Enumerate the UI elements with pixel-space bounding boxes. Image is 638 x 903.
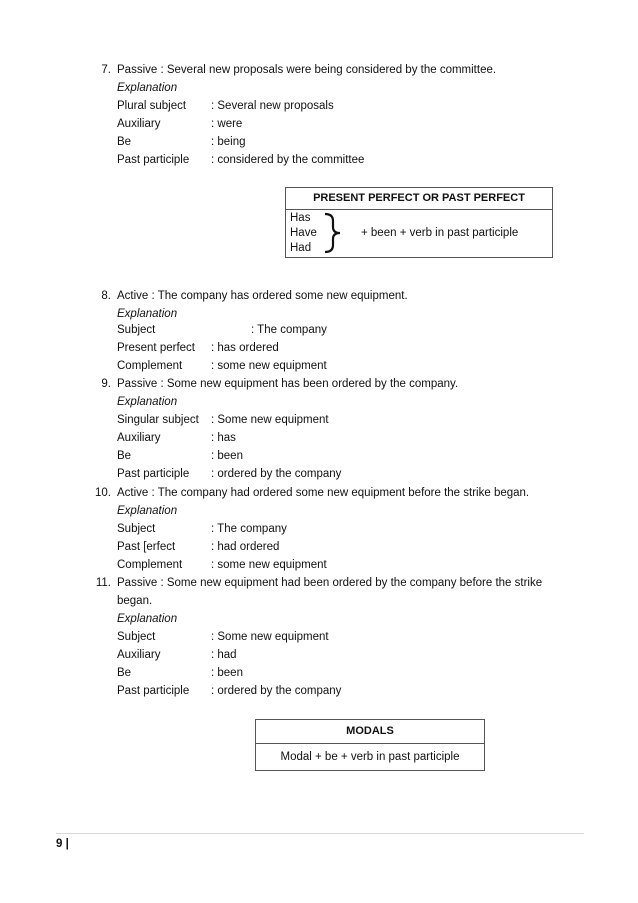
item-7-number: 7. xyxy=(101,64,111,76)
item-7-value-be: : being xyxy=(211,136,246,148)
item-9-sentence: Passive : Some new equipment has been ordered by the company. xyxy=(117,378,459,390)
item-9-value-singular-subject: : Some new equipment xyxy=(211,414,329,426)
item-8-value-present-perfect: : has ordered xyxy=(211,342,279,354)
item-8-label-complement: Complement xyxy=(117,360,183,372)
item-11-label-past-participle: Past participle xyxy=(117,685,190,697)
item-11-label-subject: Subject xyxy=(117,631,156,643)
item-9-label-be: Be xyxy=(117,450,132,462)
item-9-label-singular-subject: Singular subject xyxy=(117,414,199,426)
perfect-verb-have: Have xyxy=(290,227,317,239)
item-10-explanation-heading: Explanation xyxy=(117,505,178,517)
item-7-sentence: Passive : Several new proposals were being considered by the committee. xyxy=(117,64,497,76)
item-7-value-past-participle: : considered by the committee xyxy=(211,154,365,166)
page-number: 9 | xyxy=(56,838,69,850)
item-11-sentence-continued: began. xyxy=(117,595,153,607)
item-11-label-be: Be xyxy=(117,667,132,679)
item-10-value-complement: : some new equipment xyxy=(211,559,327,571)
item-11-value-subject: : Some new equipment xyxy=(211,631,329,643)
item-10-sentence: Active : The company had ordered some new equipment before the strike began. xyxy=(117,487,530,499)
item-8-explanation-heading: Explanation xyxy=(117,308,178,320)
modals-box xyxy=(255,719,485,771)
item-11-number: 11. xyxy=(95,577,111,589)
item-9-label-past-participle: Past participle xyxy=(117,468,190,480)
item-8-label-subject: Subject xyxy=(117,324,156,336)
item-9-value-be: : been xyxy=(211,450,243,462)
item-7-label-be: Be xyxy=(117,136,132,148)
item-7-label-plural-subject: Plural subject xyxy=(117,100,187,112)
item-10-label-past-perfect: Past [erfect xyxy=(117,541,176,553)
modals-box-formula: Modal + be + verb in past participle xyxy=(280,751,460,763)
item-10-value-subject: : The company xyxy=(211,523,287,535)
item-8-value-subject: : The company xyxy=(251,324,327,336)
perfect-tense-box xyxy=(285,187,553,258)
item-9-explanation-heading: Explanation xyxy=(117,396,178,408)
item-9-value-past-participle: : ordered by the company xyxy=(211,468,342,480)
item-7-value-plural-subject: : Several new proposals xyxy=(211,100,334,112)
modals-box-title: MODALS xyxy=(256,720,484,744)
item-8-number: 8. xyxy=(101,290,111,302)
item-7-label-auxiliary: Auxiliary xyxy=(117,118,161,130)
item-7-explanation-heading: Explanation xyxy=(117,82,178,94)
item-11-value-past-participle: : ordered by the company xyxy=(211,685,342,697)
footer-divider xyxy=(56,833,584,834)
item-8-label-present-perfect: Present perfect xyxy=(117,342,195,354)
item-9-value-auxiliary: : has xyxy=(211,432,236,444)
perfect-verb-had: Had xyxy=(290,242,312,254)
item-11-sentence: Passive : Some new equipment had been ordered by the company before the strike xyxy=(117,577,543,589)
item-10-label-subject: Subject xyxy=(117,523,156,535)
item-7-value-auxiliary: : were xyxy=(211,118,243,130)
item-11-explanation-heading: Explanation xyxy=(117,613,178,625)
item-11-value-be: : been xyxy=(211,667,243,679)
perfect-box-title: PRESENT PERFECT OR PAST PERFECT xyxy=(286,188,552,210)
item-11-value-auxiliary: : had xyxy=(211,649,237,661)
perfect-verb-has: Has xyxy=(290,212,311,224)
curly-brace-icon xyxy=(321,212,347,254)
perfect-box-formula: + been + verb in past participle xyxy=(361,227,519,239)
item-10-value-past-perfect: : had ordered xyxy=(211,541,280,553)
item-9-number: 9. xyxy=(101,378,111,390)
item-8-value-complement: : some new equipment xyxy=(211,360,327,372)
item-8-sentence: Active : The company has ordered some new equipment. xyxy=(117,290,408,302)
item-9-label-auxiliary: Auxiliary xyxy=(117,432,161,444)
item-11-label-auxiliary: Auxiliary xyxy=(117,649,161,661)
item-7-label-past-participle: Past participle xyxy=(117,154,190,166)
item-10-number: 10. xyxy=(95,487,111,499)
item-10-label-complement: Complement xyxy=(117,559,183,571)
